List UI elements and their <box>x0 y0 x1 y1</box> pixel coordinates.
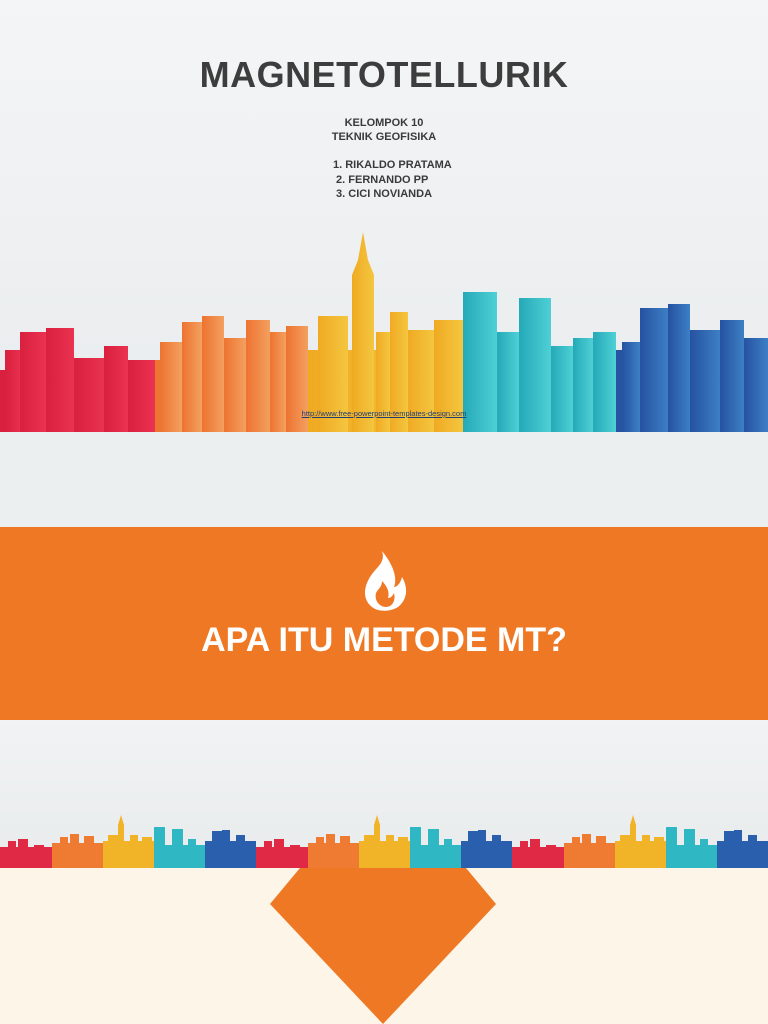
mini-skyline <box>512 805 768 868</box>
department-label: TEKNIK GEOFISIKA <box>331 131 437 143</box>
city-skyline-illustration <box>0 220 768 432</box>
member-item: 2. FERNANDO PP <box>333 173 429 186</box>
title-slide <box>0 0 768 432</box>
skyline-yellow <box>308 232 463 432</box>
mini-skyline <box>256 805 512 868</box>
diamond-shape <box>0 868 768 1024</box>
group-label: KELOMPOK 10 <box>344 117 424 129</box>
section-slide <box>0 527 768 720</box>
slide-title: MAGNETOTELLURIK <box>199 54 569 95</box>
skyline-slide <box>0 720 768 868</box>
slide-gap <box>0 432 768 527</box>
diamond-slide <box>0 868 768 1024</box>
member-item: 1. RIKALDO PRATAMA <box>333 159 452 171</box>
flame-icon <box>356 549 412 613</box>
mini-skyline <box>0 805 256 868</box>
section-title: APA ITU METODE MT? <box>201 621 567 659</box>
template-link[interactable]: http://www.free-powerpoint-templates-design.com <box>301 409 467 418</box>
member-item: 3. CICI NOVIANDA <box>333 188 433 200</box>
member-list <box>333 158 452 202</box>
